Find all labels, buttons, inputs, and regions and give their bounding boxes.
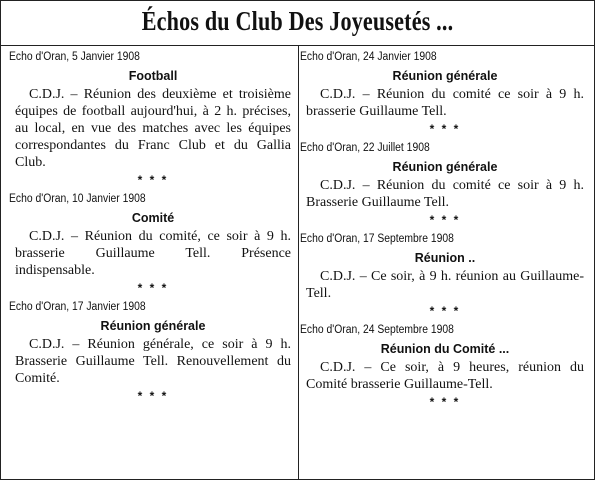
news-item bbox=[9, 190, 291, 298]
item-heading: Réunion générale bbox=[392, 160, 498, 174]
item-body: C.D.J. – Réunion du comité, ce soir à 9 h. brasserie Guillaume Tell. Présence indispensable. bbox=[15, 229, 291, 278]
item-source: Echo d'Oran, 5 Janvier 1908 bbox=[9, 51, 140, 63]
item-separator: * * * bbox=[429, 304, 461, 318]
item-source: Echo d'Oran, 24 Septembre 1908 bbox=[300, 324, 454, 336]
news-item bbox=[300, 48, 584, 139]
item-separator: * * * bbox=[137, 281, 169, 295]
item-separator: * * * bbox=[429, 213, 461, 227]
news-item bbox=[300, 139, 584, 230]
right-column bbox=[300, 48, 584, 412]
item-separator: * * * bbox=[429, 395, 461, 409]
item-body: C.D.J. – Ce soir, à 9 h. réunion au Guillaume-Tell. bbox=[306, 269, 584, 301]
item-body: C.D.J. – Réunion des deuxième et troisième équipes de football aujourd'hui, à 2 h. précises, au local, en vue des matches avec les équipes correspondantes du Franc Club et du Gallia Club. bbox=[15, 87, 291, 170]
item-heading: Réunion générale bbox=[100, 319, 206, 333]
news-item bbox=[9, 48, 291, 190]
item-source: Echo d'Oran, 17 Septembre 1908 bbox=[300, 233, 454, 245]
item-separator: * * * bbox=[137, 173, 169, 187]
item-heading: Comité bbox=[131, 211, 175, 225]
column-divider bbox=[298, 46, 299, 479]
item-body: C.D.J. – Réunion du comité ce soir à 9 h. Brasserie Guillaume Tell. bbox=[306, 178, 584, 210]
item-heading: Réunion .. bbox=[414, 251, 476, 265]
item-body: C.D.J. – Réunion générale, ce soir à 9 h. Brasserie Guillaume Tell. Renouvellement du Comité. bbox=[15, 337, 291, 386]
news-item bbox=[9, 298, 291, 406]
item-separator: * * * bbox=[137, 389, 169, 403]
item-source: Echo d'Oran, 24 Janvier 1908 bbox=[300, 51, 437, 63]
news-item bbox=[300, 321, 584, 412]
item-body: C.D.J. – Ce soir, à 9 heures, réunion du Comité brasserie Guillaume-Tell. bbox=[306, 360, 584, 392]
page-title: Échos du Club Des Joyeusetés ... bbox=[141, 6, 454, 36]
item-separator: * * * bbox=[429, 122, 461, 136]
left-column bbox=[9, 48, 291, 406]
item-source: Echo d'Oran, 22 Juillet 1908 bbox=[300, 142, 430, 154]
item-source: Echo d'Oran, 17 Janvier 1908 bbox=[9, 301, 146, 313]
item-heading: Réunion du Comité ... bbox=[380, 342, 510, 356]
item-heading: Réunion générale bbox=[392, 69, 498, 83]
news-item bbox=[300, 230, 584, 321]
item-source: Echo d'Oran, 10 Janvier 1908 bbox=[9, 193, 146, 205]
item-heading: Football bbox=[128, 69, 178, 83]
item-body: C.D.J. – Réunion du comité ce soir à 9 h. brasserie Guillaume Tell. bbox=[306, 87, 584, 119]
